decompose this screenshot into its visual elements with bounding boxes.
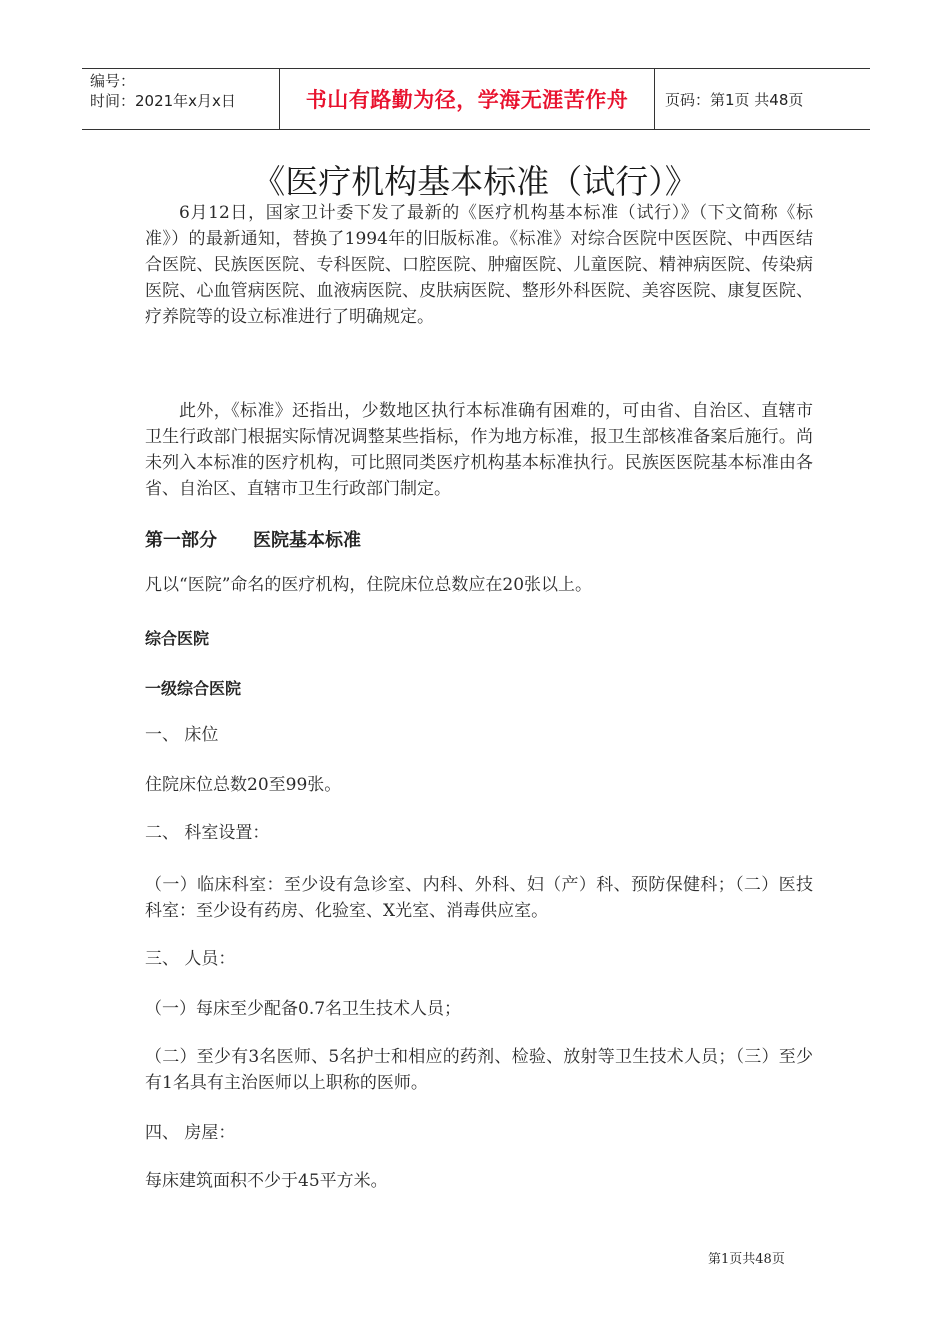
beds-heading: 一、 床位 [145, 725, 219, 745]
document-title: 《医疗机构基本标准（试行）》 [252, 162, 698, 201]
header-meta [82, 69, 280, 129]
staff-text-2: （二）至少有3名医师、5名护士和相应的药剂、检验、放射等卫生技术人员；（三）至少有1名具有主治医师以上职称的医师。 [145, 1047, 813, 1093]
general-hospital-heading: 综合医院 [145, 629, 210, 648]
building-heading: 四、 房屋： [145, 1123, 236, 1143]
header-page-label: 页码：第1页 共48页 [665, 90, 804, 109]
part-intro: 凡以“医院”命名的医疗机构，住院床位总数应在20张以上。 [145, 575, 593, 595]
second-paragraph: 此外，《标准》还指出，少数地区执行本标准确有困难的，可由省、自治区、直辖市卫生行政部门根据实际情况调整某些指标，作为地方标准，报卫生部核准备案后施行。尚未列入本标准的医疗机构，可比照同类医疗机构基本标准执行。民族医医院基本标准由各省、自治区、直辖市卫生行政部门制定。 [145, 401, 813, 499]
staff-text-1: （一）每床至少配备0.7名卫生技术人员； [145, 999, 462, 1019]
beds-text: 住院床位总数20至99张。 [145, 775, 342, 795]
time-label: 时间：2021年x月x日 [90, 92, 236, 110]
header-motto: 书山有路勤为径，学海无涯苦作舟 [280, 69, 655, 129]
staff-heading: 三、 人员： [145, 949, 236, 969]
document-header [82, 68, 870, 130]
part-heading: 第一部分 医院基本标准 [145, 530, 361, 551]
building-text: 每床建筑面积不少于45平方米。 [145, 1171, 388, 1191]
level-one-heading: 一级综合医院 [145, 679, 242, 698]
number-label: 编号： [90, 72, 136, 90]
depts-text: （一）临床科室：至少设有急诊室、内科、外科、妇（产）科、预防保健科；（二）医技科室：至少设有药房、化验室、X光室、消毒供应室。 [145, 875, 813, 921]
footer-page-number: 第1页共48页 [708, 1252, 785, 1267]
depts-heading: 二、 科室设置： [145, 823, 270, 843]
intro-paragraph: 6月12日，国家卫计委下发了最新的《医疗机构基本标准（试行）》（下文简称《标准》）的最新通知，替换了1994年的旧版标准。《标准》对综合医院中医医院、中西医结合医院、民族医医院、专科医院、口腔医院、肿瘤医院、儿童医院、精神病医院、传染病医院、心血管病医院、血液病医院、皮肤病医院、整形外科医院、美容医院、康复医院、疗养院等的设立标准进行了明确规定。 [145, 203, 813, 327]
